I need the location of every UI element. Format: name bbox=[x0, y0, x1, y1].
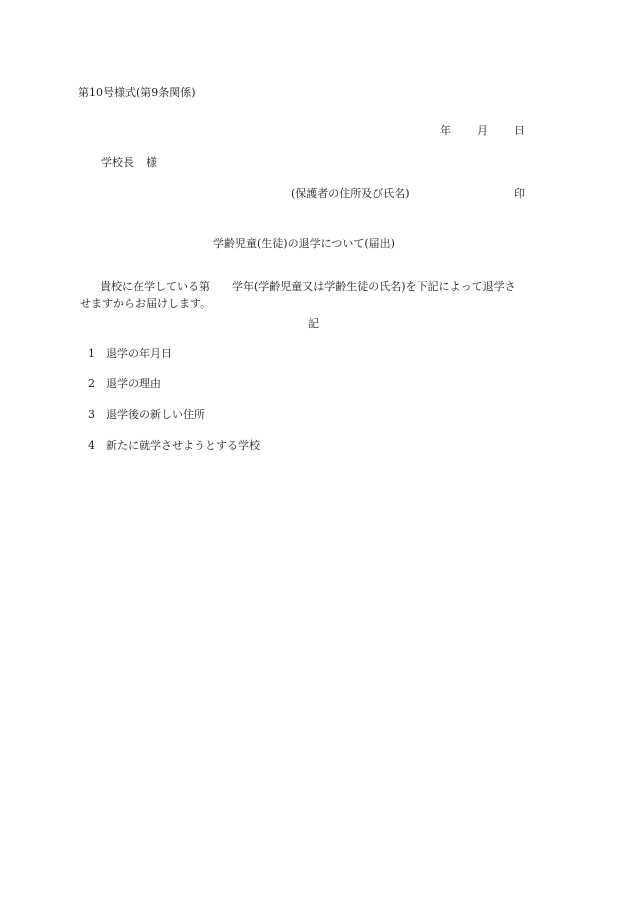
form-number: 第10号様式(第9条関係) bbox=[78, 86, 196, 99]
list-item bbox=[88, 408, 205, 422]
item-number: 2 bbox=[88, 377, 95, 390]
list-item bbox=[88, 377, 161, 391]
body-part-1: 貴校に在学している第 bbox=[100, 280, 210, 293]
list-item bbox=[88, 347, 172, 361]
body-part-2: 学年(学齢児童又は学齢生徒の氏名)を下記によって退学さ bbox=[232, 280, 516, 293]
body-paragraph bbox=[80, 278, 558, 312]
item-number: 4 bbox=[88, 439, 95, 452]
addressee-honorific: 様 bbox=[146, 156, 157, 169]
date-month-label: 月 bbox=[477, 124, 488, 137]
item-text: 退学の理由 bbox=[106, 377, 161, 390]
document-title: 学齢児童(生徒)の退学について(届出) bbox=[213, 237, 395, 250]
seal-mark: 印 bbox=[514, 187, 525, 200]
item-text: 退学後の新しい住所 bbox=[106, 408, 205, 421]
addressee-name: 学校長 bbox=[101, 156, 134, 169]
body-part-3: せますからお届けします。 bbox=[80, 297, 212, 310]
item-number: 1 bbox=[88, 347, 95, 360]
item-text: 退学の年月日 bbox=[106, 347, 172, 360]
item-number: 3 bbox=[88, 408, 95, 421]
guardian-label: (保護者の住所及び氏名) bbox=[291, 187, 410, 200]
ki-heading: 記 bbox=[308, 317, 319, 330]
addressee-line bbox=[101, 156, 157, 170]
date-day-label: 日 bbox=[514, 124, 525, 137]
date-line bbox=[440, 124, 525, 138]
list-item bbox=[88, 439, 260, 453]
item-text: 新たに就学させようとする学校 bbox=[106, 439, 260, 452]
date-year-label: 年 bbox=[440, 124, 451, 137]
